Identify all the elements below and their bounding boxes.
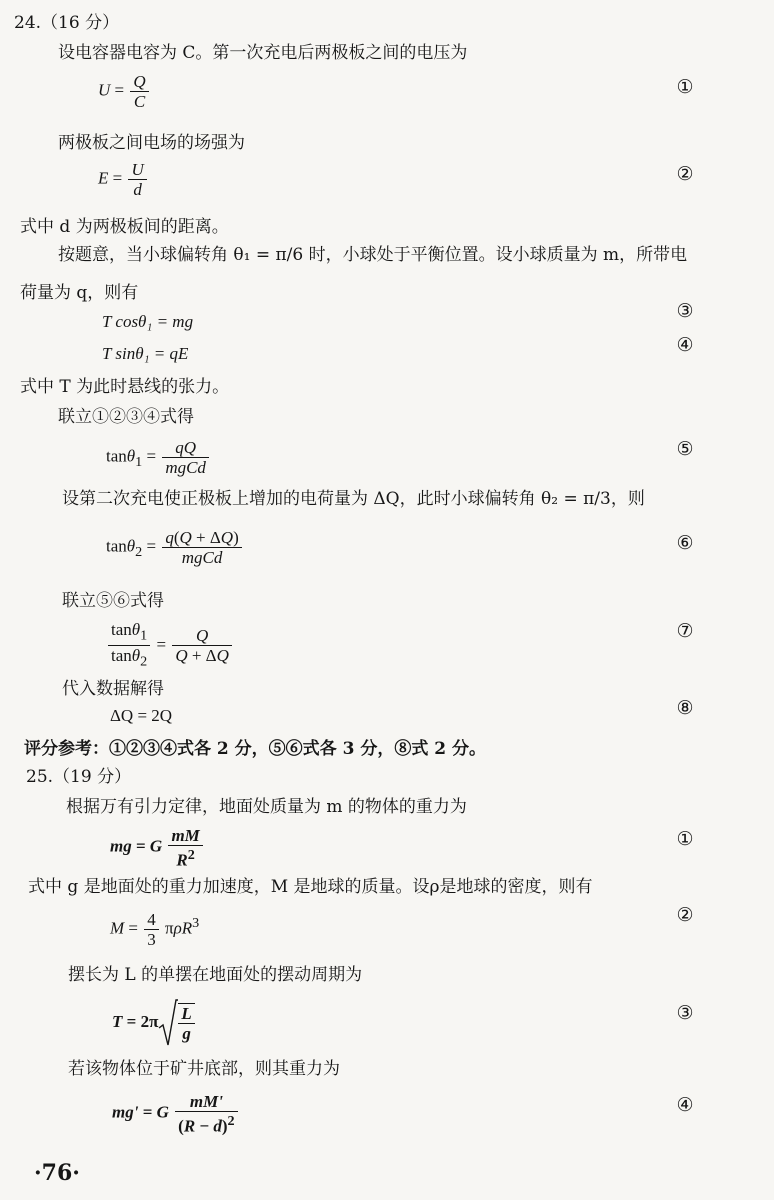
q25-line-2: 式中 g 是地面处的重力加速度，M 是地球的质量。设ρ是地球的密度，则有 xyxy=(28,877,593,897)
q24-line-4: 按题意，当小球偏转角 θ₁ = π/6 时，小球处于平衡位置。设小球质量为 m，所带电 xyxy=(58,245,688,265)
marker-2: ② xyxy=(676,163,694,185)
eq-4: T sinθ₁ = qE xyxy=(102,344,189,363)
eq-2: E = $\frac{U}{d}$ xyxy=(98,160,149,199)
eq-q25-2: M = $\frac{4}{3}$ πρR$^3$ xyxy=(110,910,200,949)
marker-8: ⑧ xyxy=(676,697,694,719)
eq-q25-3: T = 2π $\frac{L}{g}$ xyxy=(112,998,197,1048)
q24-header: 24.（16 分） xyxy=(14,13,120,33)
q24-line-9: 联立⑤⑥式得 xyxy=(62,591,164,611)
q24-line-1: 设电容器电容为 C。第一次充电后两极板之间的电压为 xyxy=(58,43,468,63)
marker-5: ⑤ xyxy=(676,438,694,460)
eq-1: U = $\frac{Q}{C}$ xyxy=(98,72,151,111)
q24-line-2: 两极板之间电场的场强为 xyxy=(58,133,245,153)
q24-line-5: 荷量为 q，则有 xyxy=(20,283,139,303)
marker-1: ① xyxy=(676,76,694,98)
eq-q25-1: mg = G $\frac{mM}{R^2}$ xyxy=(110,826,205,870)
q24-line-6: 式中 T 为此时悬线的张力。 xyxy=(20,377,230,397)
eq-7: $\frac{\tan\theta_1}{\tan\theta_2}$ = $\frac{Q}{Q + \Delta Q}$ xyxy=(106,620,234,672)
q25-line-3: 摆长为 L 的单摆在地面处的摆动周期为 xyxy=(68,965,363,985)
eq-q25-4: mg' = G $\frac{mM'}{(R - d)^2}$ xyxy=(112,1092,240,1136)
marker-3: ③ xyxy=(676,300,694,322)
q24-line-3: 式中 d 为两极板间的距离。 xyxy=(20,217,229,237)
marker-7: ⑦ xyxy=(676,620,694,642)
q25-marker-1: ① xyxy=(676,828,694,850)
eq-5: tanθ$_1$ = $\frac{qQ}{\text{mgCd}}$ xyxy=(106,438,211,477)
q25-line-1: 根据万有引力定律，地面处质量为 m 的物体的重力为 xyxy=(66,797,467,817)
q25-header: 25.（19 分） xyxy=(26,767,132,787)
q24-line-10: 代入数据解得 xyxy=(62,679,164,699)
q24-line-8: 设第二次充电使正极板上增加的电荷量为 ΔQ，此时小球偏转角 θ₂ = π/3，则 xyxy=(62,489,645,509)
marker-4: ④ xyxy=(676,334,694,356)
q25-line-4: 若该物体位于矿井底部，则其重力为 xyxy=(68,1059,340,1079)
q25-marker-4: ④ xyxy=(676,1094,694,1116)
q25-marker-3: ③ xyxy=(676,1002,694,1024)
q25-marker-2: ② xyxy=(676,904,694,926)
q24-line-7: 联立①②③④式得 xyxy=(58,407,194,427)
eq-6: tanθ$_2$ = $\frac{q(Q + \Delta Q)}{\text{mgCd}}$ xyxy=(106,528,244,567)
page-number: ·76· xyxy=(34,1160,80,1186)
marker-6: ⑥ xyxy=(676,532,694,554)
eq-3: T cosθ₁ = mg xyxy=(102,312,194,331)
eq-8: ΔQ = 2Q xyxy=(110,706,173,725)
q24-scoring: 评分参考：①②③④式各 2 分，⑤⑥式各 3 分，⑧式 2 分。 xyxy=(24,739,486,759)
sqrt-sign: $\frac{L}{g}$ xyxy=(158,998,196,1048)
